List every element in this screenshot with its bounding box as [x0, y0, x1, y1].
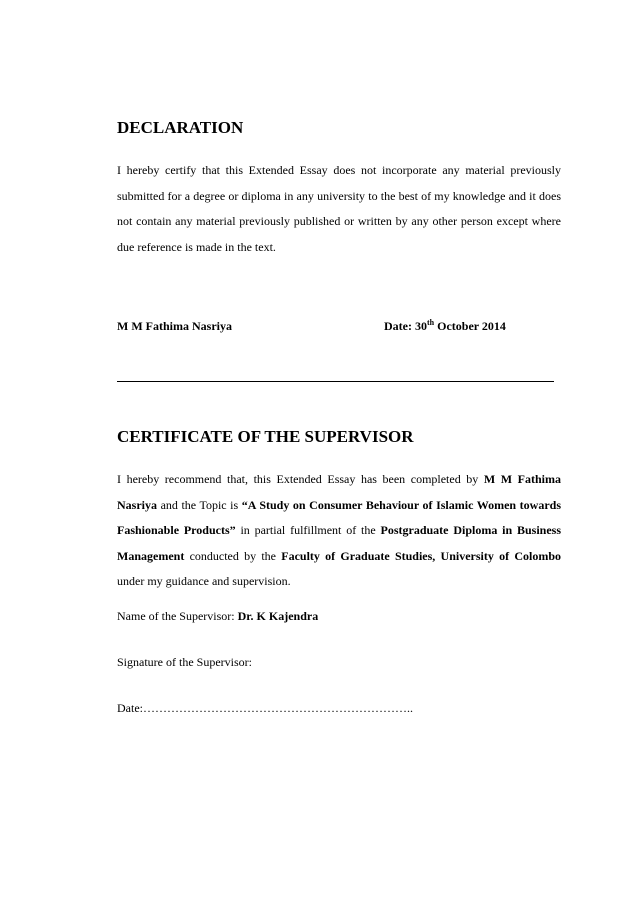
- supervisor-name-line: [117, 608, 318, 624]
- cert-program: Postgraduate Diploma in Business Management: [117, 523, 562, 563]
- declaration-title: DECLARATION: [117, 118, 244, 137]
- declaration-date: [384, 318, 506, 334]
- cert-faculty: Faculty of Graduate Studies, University of Colombo: [281, 548, 561, 563]
- declaration-author: M M Fathima Nasriya: [117, 319, 232, 333]
- declaration-body: I hereby certify that this Extended Essay does not incorporate any material previously submitted for a degree or diploma in any university to the best of my knowledge and it does not contain any material previously published or written by any other person except where due reference is made in the text.: [117, 163, 561, 254]
- certificate-body: [117, 467, 561, 595]
- certificate-title: CERTIFICATE OF THE SUPERVISOR: [117, 427, 414, 446]
- cert-text-4: conducted by the: [184, 548, 282, 563]
- separator-line: [117, 381, 554, 382]
- signature-label: Signature of the Supervisor:: [117, 655, 252, 669]
- cert-text-5: under my guidance and supervision.: [117, 574, 291, 588]
- date-label: Date: 30: [384, 319, 427, 333]
- date-rest: October 2014: [434, 319, 506, 333]
- cert-text-1: I hereby recommend that, this Extended Essay has been completed by: [117, 472, 484, 486]
- supervisor-name: Dr. K Kajendra: [237, 609, 319, 623]
- supervisor-label: Name of the Supervisor:: [117, 609, 238, 623]
- cert-topic: “A Study on Consumer Behaviour of Islamic Women towards Fashionable Products”: [117, 497, 561, 537]
- date-suffix: th: [426, 318, 435, 327]
- cert-text-3: in partial fulfillment of the: [235, 523, 381, 537]
- date-line: Date:…………………………………………………………..: [117, 701, 413, 715]
- cert-text-2: and the Topic is: [157, 497, 242, 512]
- cert-student-name: M M Fathima Nasriya: [117, 472, 562, 512]
